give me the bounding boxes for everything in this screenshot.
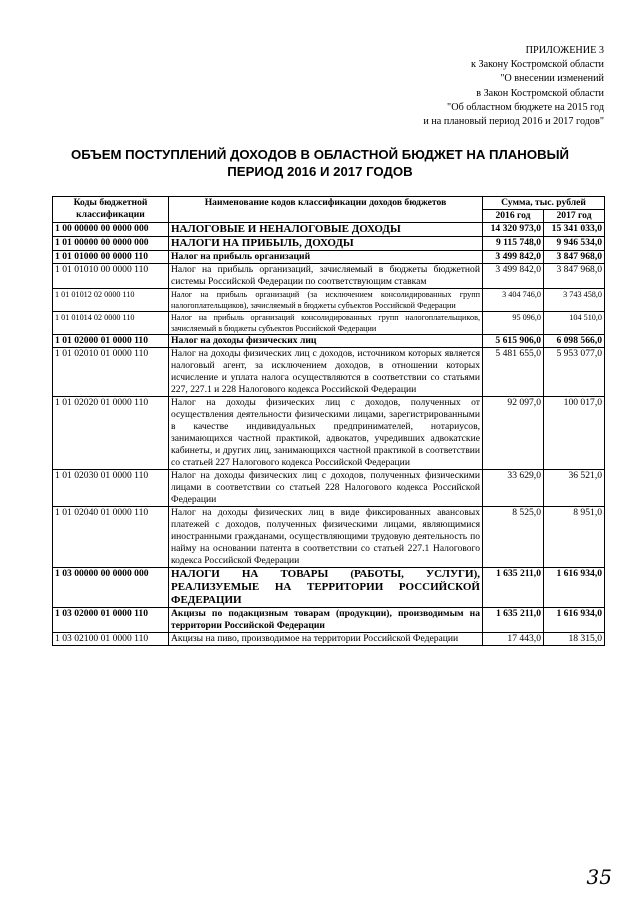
table-row [53, 289, 605, 312]
row-value-2016: 5 481 655,0 [483, 348, 544, 397]
row-value-2016: 5 615 906,0 [483, 335, 544, 348]
header-2016: 2016 год [483, 210, 544, 223]
appendix-line: "Об областном бюджете на 2015 год [447, 101, 604, 113]
row-code: 1 01 02010 01 0000 110 [53, 348, 169, 397]
table-row [53, 251, 605, 264]
revenue-table [52, 196, 605, 646]
row-value-2017: 6 098 566,0 [544, 335, 605, 348]
row-code: 1 01 01014 02 0000 110 [53, 312, 169, 335]
appendix-line: ПРИЛОЖЕНИЕ 3 [525, 45, 604, 56]
row-code: 1 01 01010 00 0000 110 [53, 264, 169, 289]
row-name: Акцизы на пиво, производимое на территории Российской Федерации [169, 633, 483, 646]
table-row [53, 608, 605, 633]
row-value-2017: 8 951,0 [544, 507, 605, 568]
row-name: Налог на прибыль организаций, зачисляемый в бюджеты бюджетной системы Российской Федерации по соответствующим ставкам [169, 264, 483, 289]
table-row [53, 348, 605, 397]
row-name: Акцизы по подакцизным товарам (продукции), производимым на территории Российской Федерации [169, 608, 483, 633]
row-value-2016: 17 443,0 [483, 633, 544, 646]
row-name: Налог на доходы физических лиц с доходов, полученных физическими лицами в соответствии со статьей 228 Налогового кодекса Российской Федерации [169, 470, 483, 507]
row-value-2016: 3 499 842,0 [483, 251, 544, 264]
row-value-2017: 5 953 077,0 [544, 348, 605, 397]
row-value-2016: 1 635 211,0 [483, 608, 544, 633]
table-row [53, 223, 605, 237]
row-name: Налог на доходы физических лиц [169, 335, 483, 348]
header-2017: 2017 год [544, 210, 605, 223]
table-row [53, 312, 605, 335]
row-value-2016: 8 525,0 [483, 507, 544, 568]
row-code: 1 01 00000 00 0000 000 [53, 237, 169, 251]
table-row [53, 633, 605, 646]
row-code: 1 03 02100 01 0000 110 [53, 633, 169, 646]
table-row [53, 470, 605, 507]
appendix-line: к Закону Костромской области [470, 59, 604, 71]
table-row [53, 335, 605, 348]
row-value-2016: 1 635 211,0 [483, 568, 544, 608]
table-row [53, 507, 605, 568]
row-value-2016: 14 320 973,0 [483, 223, 544, 237]
row-value-2017: 104 510,0 [544, 312, 605, 335]
row-code: 1 01 01000 00 0000 110 [53, 251, 169, 264]
table-row [53, 237, 605, 251]
row-name: Налог на доходы физических лиц с доходов, источником которых является налоговый агент, за исключением доходов, в отношении которых исчисление и уплата налога осуществляются в соответствии со статьями 227, 227.1 и 228 Налогового кодекса Российской Федерации [169, 348, 483, 397]
row-code: 1 03 00000 00 0000 000 [53, 568, 169, 608]
row-code: 1 01 01012 02 0000 110 [53, 289, 169, 312]
row-value-2017: 36 521,0 [544, 470, 605, 507]
row-value-2016: 95 096,0 [483, 312, 544, 335]
row-value-2017: 3 743 458,0 [544, 289, 605, 312]
row-value-2017: 3 847 968,0 [544, 264, 605, 289]
row-name: Налог на прибыль организаций [169, 251, 483, 264]
row-name: НАЛОГОВЫЕ И НЕНАЛОГОВЫЕ ДОХОДЫ [169, 223, 483, 237]
table-row [53, 568, 605, 608]
row-value-2016: 3 499 842,0 [483, 264, 544, 289]
document-title: ОБЪЕМ ПОСТУПЛЕНИЙ ДОХОДОВ В ОБЛАСТНОЙ БЮДЖЕТ НА ПЛАНОВЫЙ ПЕРИОД 2016 И 2017 ГОДОВ [71, 147, 569, 179]
row-value-2017: 9 946 534,0 [544, 237, 605, 251]
appendix-line: в Закон Костромской области [476, 87, 604, 99]
header-codes: Коды бюджетной классификации [53, 197, 169, 223]
table-row [53, 264, 605, 289]
row-value-2017: 1 616 934,0 [544, 608, 605, 633]
row-name: НАЛОГИ НА ПРИБЫЛЬ, ДОХОДЫ [169, 237, 483, 251]
row-code: 1 01 02040 01 0000 110 [53, 507, 169, 568]
row-value-2017: 1 616 934,0 [544, 568, 605, 608]
row-code: 1 00 00000 00 0000 000 [53, 223, 169, 237]
row-code: 1 03 02000 01 0000 110 [53, 608, 169, 633]
row-name: Налог на доходы физических лиц в виде фиксированных авансовых платежей с доходов, полученных физическими лицами, являющимися иностранными гражданами, осуществляющими трудовую деятельность по найму на основании патента в соответствии со статьей 227.1 Налогового кодекса Российской Федерации [169, 507, 483, 568]
row-value-2017: 15 341 033,0 [544, 223, 605, 237]
row-code: 1 01 02020 01 0000 110 [53, 397, 169, 470]
page-number: 35 [586, 865, 612, 889]
appendix-line: и на плановый период 2016 и 2017 годов" [423, 116, 604, 128]
row-code: 1 01 02030 01 0000 110 [53, 470, 169, 507]
row-name: Налог на прибыль организаций (за исключением консолидированных групп налогоплательщиков), зачисляемый в бюджеты субъектов Российской Федерации [169, 289, 483, 312]
row-value-2016: 33 629,0 [483, 470, 544, 507]
row-value-2016: 3 404 746,0 [483, 289, 544, 312]
row-name: Налог на доходы физических лиц с доходов, полученных от осуществления деятельности физическими лицами, зарегистрированными в качестве индивидуальных предпринимателей, нотариусов, занимающихся частной практикой, адвокатов, учредивших адвокатские кабинеты, и других лиц, занимающихся частной практикой в соответствии со статьей 227 Налогового кодекса Российской Федерации [169, 397, 483, 470]
header-sum: Сумма, тыс. рублей [483, 197, 605, 210]
row-value-2017: 18 315,0 [544, 633, 605, 646]
row-value-2016: 9 115 748,0 [483, 237, 544, 251]
row-code: 1 01 02000 01 0000 110 [53, 335, 169, 348]
table-row [53, 397, 605, 470]
appendix-header [284, 44, 604, 129]
row-name: НАЛОГИ НА ТОВАРЫ (РАБОТЫ, УСЛУГИ), РЕАЛИЗУЕМЫЕ НА ТЕРРИТОРИИ РОССИЙСКОЙ ФЕДЕРАЦИИ [169, 568, 483, 608]
header-name: Наименование кодов классификации доходов бюджетов [169, 197, 483, 223]
row-value-2017: 3 847 968,0 [544, 251, 605, 264]
row-value-2017: 100 017,0 [544, 397, 605, 470]
row-name: Налог на прибыль организаций консолидированных групп налогоплательщиков, зачисляемый в бюджеты субъектов Российской Федерации [169, 312, 483, 335]
row-value-2016: 92 097,0 [483, 397, 544, 470]
appendix-line: "О внесении изменений [500, 73, 604, 85]
